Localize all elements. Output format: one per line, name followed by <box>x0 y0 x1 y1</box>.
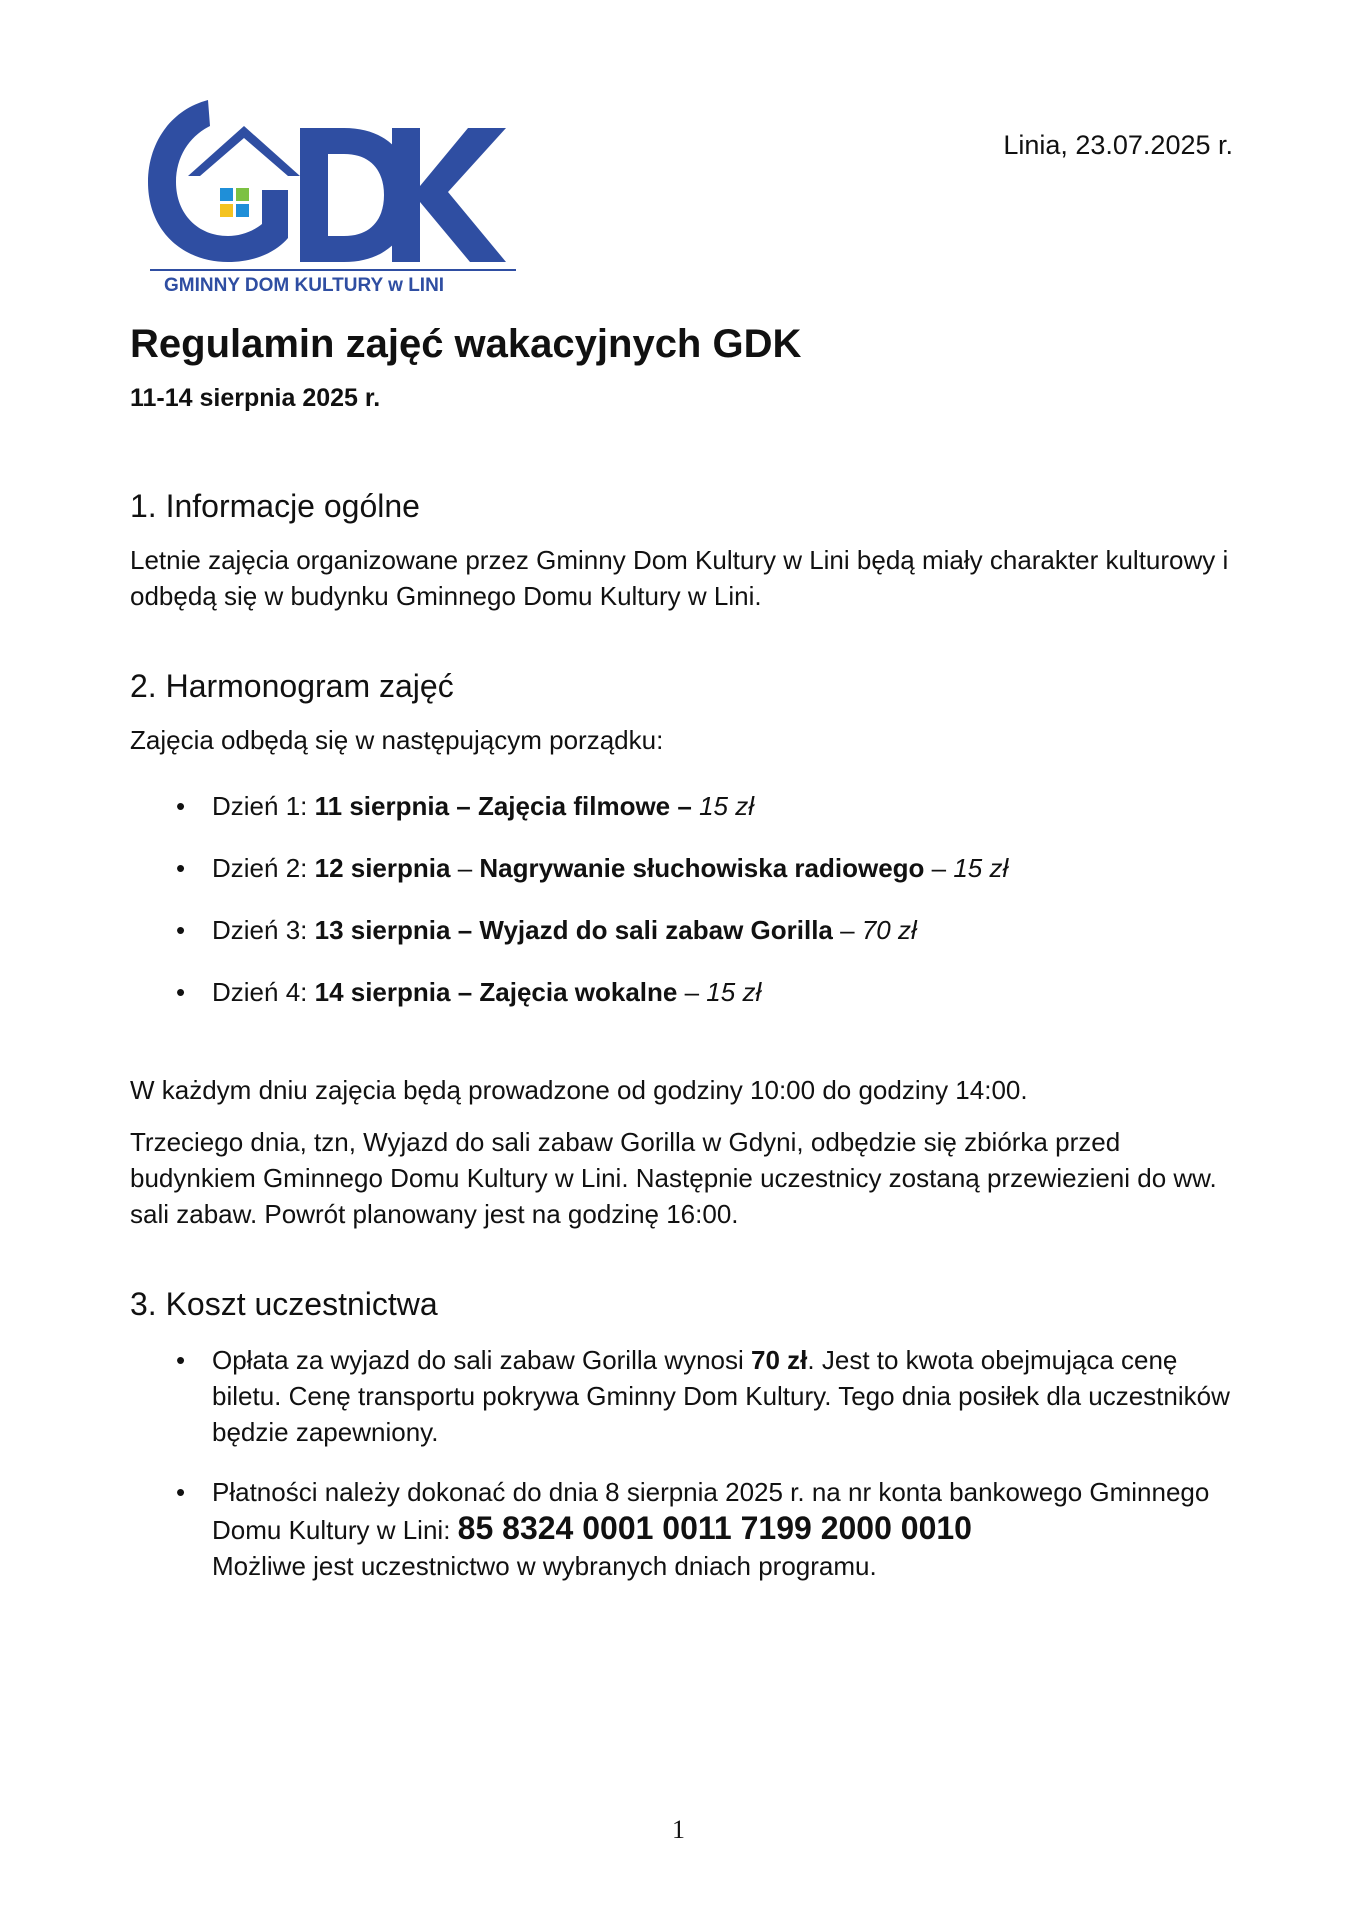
schedule-day: Dzień 1: <box>212 791 315 821</box>
trip-info-text: Trzeciego dnia, tzn, Wyjazd do sali zabaw Gorilla w Gdyni, odbędzie się zbiórka przed budynkiem Gminnego Domu Kultury w Lini. Następnie uczestnicy zostaną przewiezieni do ww. sali zabaw. Powrót planowany jest na godzinę 16:00. <box>130 1127 1217 1229</box>
bank-account-number: 85 8324 0001 0011 7199 2000 0010 <box>457 1510 972 1546</box>
bullet-point: • <box>176 853 186 883</box>
schedule-activity: Nagrywanie słuchowiska radiowego <box>479 853 925 883</box>
schedule-day: Dzień 4: <box>212 977 315 1007</box>
schedule-separator: – <box>670 791 700 821</box>
schedule-separator: – <box>924 853 954 883</box>
schedule-price: 15 zł <box>706 977 762 1007</box>
bullet-point: • <box>176 1345 186 1375</box>
schedule-list <box>130 788 1240 1010</box>
schedule-day: Dzień 3: <box>212 915 315 945</box>
cost-text: Opłata za wyjazd do sali zabaw Gorilla wynosi <box>212 1345 752 1375</box>
schedule-separator: – <box>449 791 478 821</box>
schedule-price: 15 zł <box>953 853 1009 883</box>
cost-item-trip-fee <box>130 1342 1240 1450</box>
general-info-text: Letnie zajęcia organizowane przez Gminny Dom Kultury w Lini będą miały charakter kulturowy i odbędą się w budynku Gminnego Domu Kultury w Lini. <box>130 545 1229 611</box>
schedule-separator: – <box>450 977 480 1007</box>
schedule-intro: Zajęcia odbędą się w następującym porządku: <box>130 725 664 755</box>
schedule-item <box>130 974 1240 1010</box>
schedule-activity: Zajęcia wokalne <box>479 977 678 1007</box>
schedule-item <box>130 850 1240 886</box>
logo-caption: GMINNY DOM KULTURY w LINI <box>164 275 445 292</box>
schedule-separator: – <box>450 853 480 883</box>
schedule-separator: – <box>677 977 707 1007</box>
bullet-point: • <box>176 915 186 945</box>
section-heading-costs: 3. Koszt uczestnictwa <box>130 1286 438 1322</box>
schedule-activity: Zajęcia filmowe <box>477 791 671 821</box>
schedule-hours-text: W każdym dniu zajęcia będą prowadzone od godziny 10:00 do godziny 14:00. <box>130 1075 1028 1105</box>
bullet-point: • <box>176 791 186 821</box>
cost-item-payment <box>130 1474 1240 1584</box>
schedule-price: 15 zł <box>699 791 754 821</box>
page-number: 1 <box>672 1815 685 1844</box>
section-heading-schedule: 2. Harmonogram zajęć <box>130 668 454 704</box>
document-date: Linia, 23.07.2025 r. <box>1003 130 1233 160</box>
schedule-day: Dzień 2: <box>212 853 315 883</box>
schedule-date: 12 sierpnia <box>314 853 451 883</box>
costs-list <box>130 1342 1240 1584</box>
document-body <box>130 318 1240 1584</box>
schedule-separator: – <box>832 915 862 945</box>
schedule-separator: – <box>450 915 480 945</box>
bullet-point: • <box>176 1477 186 1507</box>
cost-amount: 70 zł <box>751 1345 808 1375</box>
section-heading-general-info: 1. Informacje ogólne <box>130 488 420 524</box>
payment-text: Płatności należy dokonać do dnia 8 sierpnia 2025 r. na nr konta bankowego Gminnego Domu Kultury w Lini: <box>212 1477 1210 1545</box>
schedule-date: 14 sierpnia <box>314 977 451 1007</box>
bullet-point: • <box>176 977 186 1007</box>
schedule-date: 13 sierpnia <box>314 915 451 945</box>
document-title: Regulamin zajęć wakacyjnych GDK <box>130 322 802 366</box>
schedule-item <box>130 912 1240 948</box>
schedule-activity: Wyjazd do sali zabaw Gorilla <box>479 915 833 945</box>
gdk-logo <box>140 92 520 292</box>
gdk-logo-graphic <box>140 92 520 292</box>
document-subtitle: 11-14 sierpnia 2025 r. <box>130 384 381 412</box>
cost-text: . Jest to kwota obejmująca cenę biletu. Cenę transportu pokrywa Gminny Dom Kultury. Tego dnia posiłek dla uczestników będzie zapewniony. <box>212 1345 1230 1447</box>
schedule-price: 70 zł <box>861 915 917 945</box>
schedule-date: 11 sierpnia <box>314 791 450 821</box>
schedule-item <box>130 788 1240 824</box>
payment-note: Możliwe jest uczestnictwo w wybranych dniach programu. <box>212 1551 877 1581</box>
